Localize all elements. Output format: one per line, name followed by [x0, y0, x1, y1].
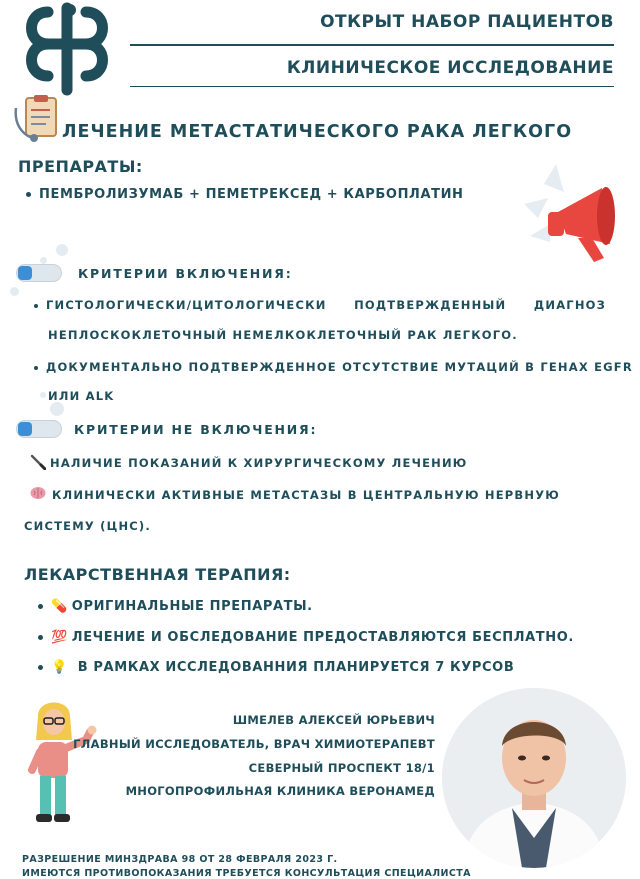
contact-clinic: МНОГОПРОФИЛЬНАЯ КЛИНИКА ВЕРОНАМЕД [125, 784, 435, 798]
inclusion-item-1-line-2: НЕПЛОСКОКЛЕТОЧНЫЙ НЕМЕЛКОКЛЕТОЧНЫЙ РАК ЛЕГКОГО. [48, 328, 518, 342]
brain-icon [30, 486, 46, 500]
bullet [38, 635, 43, 640]
light-bulb-icon: 💡 [51, 660, 68, 675]
caduceus-snake-logo [18, 0, 116, 98]
footer-line-2: ИМЕЮТСЯ ПРОТИВОПОКАЗАНИЯ ТРЕБУЕТСЯ КОНСУЛЬТАЦИЯ СПЕЦИАЛИСТА [22, 868, 471, 879]
footer-line-1: РАЗРЕШЕНИЕ МИНЗДРАВА 98 ОТ 28 ФЕВРАЛЯ 2023 Г. [22, 854, 338, 865]
therapy-heading: ЛЕКАРСТВЕННАЯ ТЕРАПИЯ: [24, 565, 291, 584]
megaphone-icon [516, 158, 622, 276]
exclusion-item-1: НАЛИЧИЕ ПОКАЗАНИЙ К ХИРУРГИЧЕСКОМУ ЛЕЧЕНИЮ [50, 456, 468, 470]
doctor-portrait [442, 688, 626, 868]
drugs-heading: ПРЕПАРАТЫ: [18, 157, 143, 176]
bullet [34, 304, 38, 308]
decor-bubble [50, 402, 64, 416]
exclusion-item-2-line-1: КЛИНИЧЕСКИ АКТИВНЫЕ МЕТАСТАЗЫ В ЦЕНТРАЛЬНУЮ НЕРВНУЮ [52, 488, 560, 502]
bullet [34, 366, 38, 370]
therapy-item-1 [38, 599, 313, 614]
bullet [38, 665, 43, 670]
toggle-icon [16, 264, 62, 282]
header-divider [130, 44, 614, 46]
therapy-item-3-text: В РАМКАХ ИССЛЕДОВАННИЯ ПЛАНИРУЕТСЯ 7 КУРСОВ [77, 660, 515, 675]
inclusion-item-2-line-1: ДОКУМЕНТАЛЬНО ПОДТВЕРЖДЕННОЕ ОТСУТСТВИЕ МУТАЦИЙ В ГЕНАХ EGFR [46, 360, 633, 374]
inclusion-heading: КРИТЕРИИ ВКЛЮЧЕНИЯ: [78, 266, 293, 281]
bullet [26, 192, 31, 197]
header-line-2: КЛИНИЧЕСКОЕ ИССЛЕДОВАНИЕ [286, 58, 614, 78]
exclusion-heading: КРИТЕРИИ НЕ ВКЛЮЧЕНИЯ: [74, 422, 318, 437]
decor-bubble [10, 287, 19, 296]
contact-name: ШМЕЛЕВ АЛЕКСЕЙ ЮРЬЕВИЧ [232, 713, 435, 727]
therapy-item-2 [38, 630, 574, 645]
inclusion-item-1 [34, 298, 614, 312]
header-divider-2 [130, 86, 614, 87]
decor-bubble [56, 244, 68, 256]
medical-clipboard-icon [12, 94, 68, 144]
drugs-item [26, 187, 464, 202]
contact-role: ГЛАВНЫЙ ИССЛЕДОВАТЕЛЬ, ВРАЧ ХИМИОТЕРАПЕВТ [73, 737, 435, 751]
hundred-points-icon: 💯 [51, 630, 68, 645]
inclusion-item-1-line-1: ГИСТОЛОГИЧЕСКИ/ЦИТОЛОГИЧЕСКИ ПОДТВЕРЖДЕННЫЙ ДИАГНОЗ [46, 298, 606, 312]
doctor-photo [442, 688, 626, 868]
knife-icon [30, 454, 46, 470]
inclusion-item-2 [34, 360, 633, 374]
therapy-item-1-text: ОРИГИНАЛЬНЫЕ ПРЕПАРАТЫ. [71, 599, 313, 614]
drugs-item-text: ПЕМБРОЛИЗУМАБ + ПЕМЕТРЕКСЕД + КАРБОПЛАТИН [39, 187, 464, 202]
pill-icon: 💊 [51, 599, 68, 614]
page-title: ЛЕЧЕНИЕ МЕТАСТАТИЧЕСКОГО РАКА ЛЕГКОГО [62, 122, 573, 142]
decor-bubble [40, 392, 46, 398]
woman-illustration [24, 696, 110, 830]
bullet [38, 604, 43, 609]
inclusion-item-2-line-2: ИЛИ ALK [48, 389, 115, 403]
therapy-item-2-text: ЛЕЧЕНИЕ И ОБСЛЕДОВАНИЕ ПРЕДОСТАВЛЯЮТСЯ БЕСПЛАТНО. [71, 630, 574, 645]
contact-address: СЕВЕРНЫЙ ПРОСПЕКТ 18/1 [248, 761, 435, 775]
exclusion-item-2-line-2: СИСТЕМУ (ЦНС). [24, 519, 151, 533]
decor-bubble [40, 257, 47, 264]
therapy-item-3 [38, 660, 514, 675]
header-line-1: ОТКРЫТ НАБОР ПАЦИЕНТОВ [320, 12, 614, 32]
toggle-icon [16, 420, 62, 438]
